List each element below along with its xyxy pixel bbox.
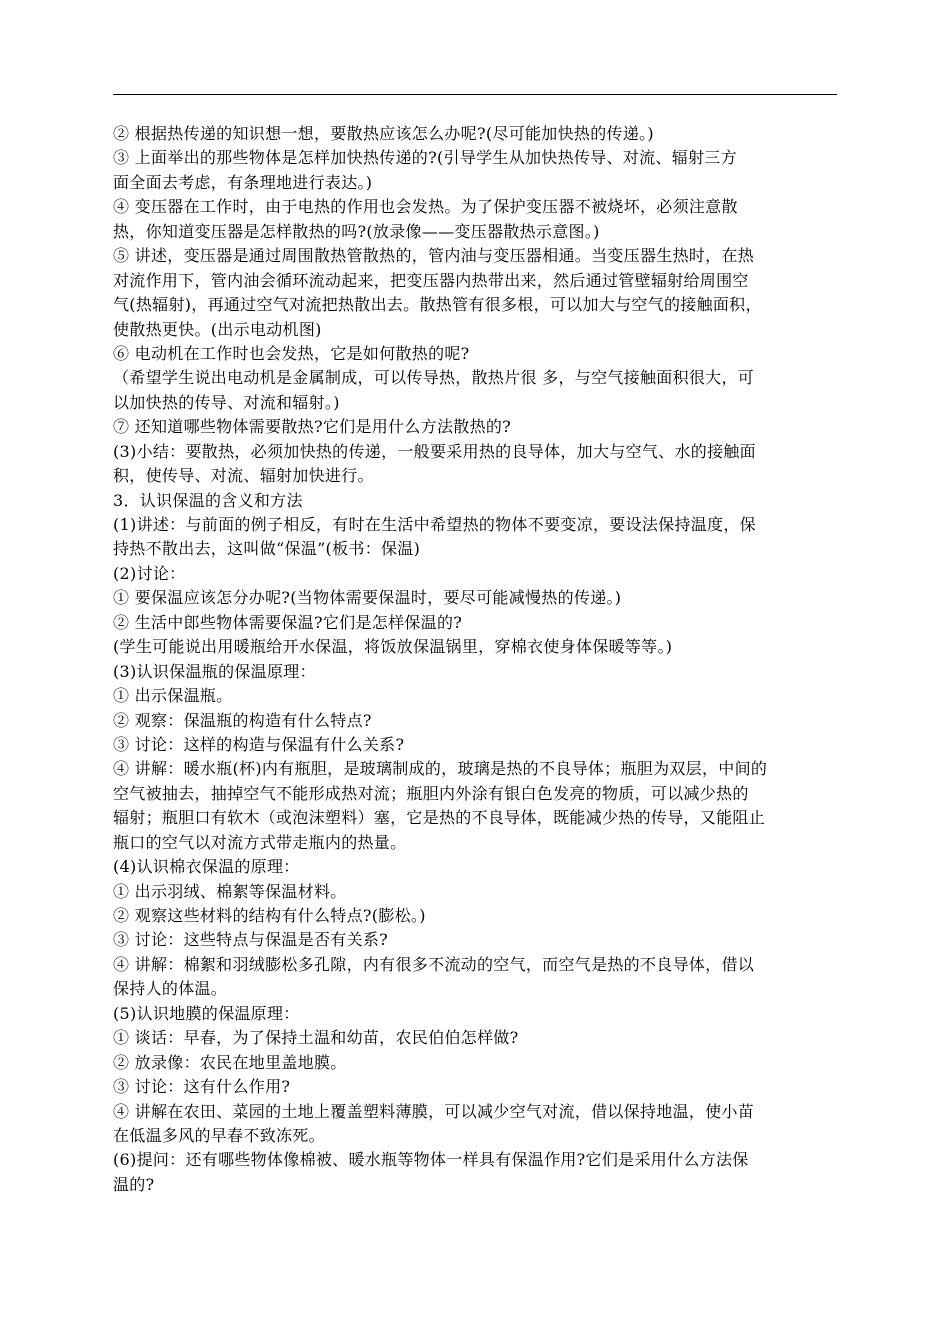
text-line: ④ 讲解：暖水瓶(杯)内有瓶胆，是玻璃制成的，玻璃是热的不良导体；瓶胆为双层，中间的 <box>113 759 768 779</box>
text-line: ③ 讨论：这样的构造与保温有什么关系? <box>113 734 405 754</box>
text-line: (2)讨论： <box>113 563 186 583</box>
text-line: ③ 上面举出的那些物体是怎样加快热传递的?(引导学生从加快热传导、对流、辐射三方 <box>113 148 737 168</box>
text-line: 瓶口的空气以对流方式带走瓶内的热量。 <box>113 832 407 852</box>
text-line: ⑤ 讲述，变压器是通过周围散热管散热的，管内油与变压器相通。当变压器生热时，在热 <box>113 246 755 266</box>
text-line: (4)认识棉衣保温的原理： <box>113 857 300 877</box>
text-line: ① 出示羽绒、棉絮等保温材料。 <box>113 881 347 901</box>
text-line: ① 谈话：早春，为了保持土温和幼苗，农民伯伯怎样做? <box>113 1028 519 1048</box>
text-line: 热，你知道变压器是怎样散热的吗?(放录像——变压器散热示意图。) <box>113 221 600 241</box>
text-line: (5)认识地膜的保温原理： <box>113 1003 300 1023</box>
header-rule <box>113 94 837 95</box>
text-line: ② 观察：保温瓶的构造有什么特点? <box>113 710 372 730</box>
text-line: 持热不散出去，这叫做“保温”(板书：保温) <box>113 539 421 559</box>
text-line: 空气被抽去，抽掉空气不能形成热对流；瓶胆内外涂有银白色发亮的物质，可以减少热的 <box>113 783 749 803</box>
text-line: 保持人的体温。 <box>113 979 228 999</box>
text-line: ① 要保温应该怎分办呢?(当物体需要保温时，要尽可能减慢热的传递。) <box>113 588 622 608</box>
text-line: (6)提问：还有哪些物体像棉被、暖水瓶等物体一样具有保温作用?它们是采用什么方法保 <box>113 1150 749 1170</box>
text-line: (1)讲述：与前面的例子相反，有时在生活中希望热的物体不要变凉，要设法保持温度，保 <box>113 515 756 534</box>
text-line: 辐射；瓶胆口有软木（或泡沫塑料）塞，它是热的不良导体，既能减少热的传导，又能阻止 <box>113 808 766 828</box>
text-line: ① 出示保温瓶。 <box>113 686 233 706</box>
text-line: ③ 讨论：这些特点与保温是否有关系? <box>113 930 389 950</box>
text-line: (3)小结：要散热，必须加快热的传递，一般要采用热的良导体，加大与空气、水的接触面 <box>113 441 756 461</box>
text-line: ② 观察这些材料的结构有什么特点?(膨松。) <box>113 906 426 925</box>
text-line: 温的? <box>113 1174 155 1194</box>
text-line: ④ 讲解在农田、菜园的土地上覆盖塑料薄膜，可以减少空气对流，借以保持地温，使小苗 <box>113 1101 755 1121</box>
text-line: 对流作用下，管内油会循环流动起来，把变压器内热带出来，然后通过管壁辐射给周围空 <box>113 270 749 290</box>
text-line: ③ 讨论：这有什么作用? <box>113 1077 291 1097</box>
text-line: 面全面去考虑，有条理地进行表达。) <box>113 172 373 192</box>
document-body <box>113 122 841 1197</box>
text-line: (3)认识保温瓶的保温原理： <box>113 661 316 681</box>
text-line: ⑥ 电动机在工作时也会发热，它是如何散热的呢? <box>113 343 470 363</box>
text-line: 积，使传导、对流、辐射加快进行。 <box>113 466 374 486</box>
text-line: 在低温多风的早春不致冻死。 <box>113 1125 325 1145</box>
text-line: ④ 讲解：棉絮和羽绒膨松多孔隙，内有很多不流动的空气，而空气是热的不良导体，借以 <box>113 954 755 974</box>
text-line: （希望学生说出电动机是金属制成，可以传导热，散热片很 多，与空气接触面积很大，可 <box>113 368 755 388</box>
text-line: ⑦ 还知道哪些物体需要散热?它们是用什么方法散热的? <box>113 417 512 437</box>
text-line: ④ 变压器在工作时，由于电热的作用也会发热。为了保护变压器不被烧坏，必须注意散 <box>113 197 738 217</box>
text-line: (学生可能说出用暖瓶给开水保温，将饭放保温锅里，穿棉衣使身体保暖等等。) <box>113 637 673 657</box>
text-line: 3．认识保温的含义和方法 <box>113 490 303 510</box>
text-line: 气(热辐射)，再通过空气对流把热散出去。散热管有很多根，可以加大与空气的接触面积， <box>113 295 762 315</box>
text-line: ② 生活中郎些物体需要保温?它们是怎样保温的? <box>113 612 463 632</box>
text-line: 以加快热的传导、对流和辐射。) <box>113 392 340 412</box>
text-line: ② 根据热传递的知识想一想，要散热应该怎么办呢?(尽可能加快热的传递。) <box>113 124 654 143</box>
text-line: ② 放录像：农民在地里盖地膜。 <box>113 1052 347 1072</box>
text-line: 使散热更快。(出示电动机图) <box>113 319 322 339</box>
